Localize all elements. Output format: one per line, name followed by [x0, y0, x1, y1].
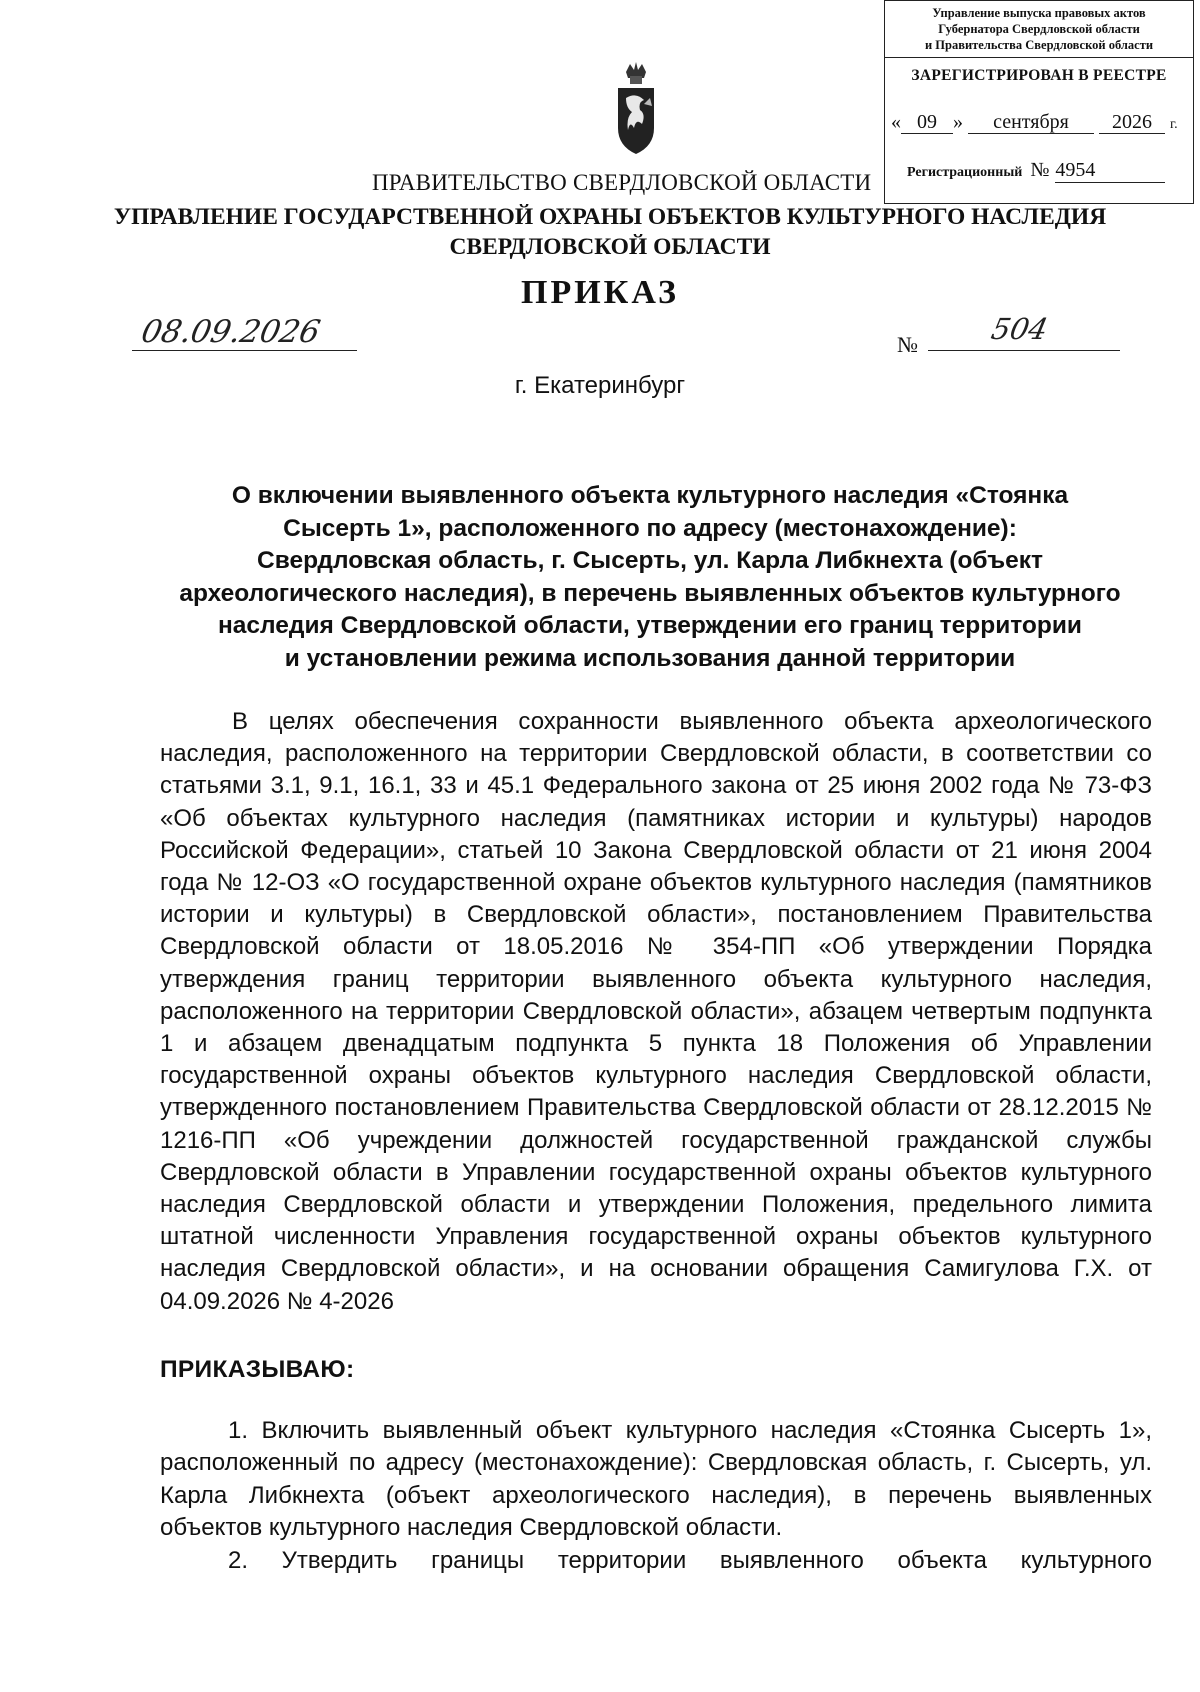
stamp-org-line: Губернатора Свердловской области [938, 22, 1140, 36]
stamp-organization [885, 1, 1193, 58]
order-item: 1. Включить выявленный объект культурного наследия «Стоянка Сысерть 1», расположенный по адресу (местонахождение): Свердловская область, г. Сысерть, ул. Карла Либкнехта (объект археологического наследия), в перечень выявленных объектов культурного наследия Свердловской области. [160, 1417, 1152, 1542]
stamp-year: 2026 [1099, 111, 1165, 134]
stamp-org-line: и Правительства Свердловской области [924, 38, 1154, 52]
order-items [160, 1415, 1152, 1577]
stamp-org-line: Управление выпуска правовых актов [932, 6, 1146, 20]
stamp-date-close: » [953, 111, 963, 133]
title-line: Сысерть 1», расположенного по адресу (местонахождение): [283, 514, 1017, 542]
title-line: археологического наследия), в перечень выявленных объектов культурного [179, 579, 1121, 607]
order-date-field [132, 314, 357, 351]
document-type: ПРИКАЗ [521, 274, 679, 311]
stamp-month: сентября [968, 111, 1094, 134]
title-line: О включении выявленного объекта культурного наследия «Стоянка [231, 482, 1069, 509]
stamp-date [891, 111, 1178, 134]
order-date-handwritten: 08.09.2026 [138, 314, 324, 350]
order-heading: ПРИКАЗЫВАЮ: [160, 1356, 355, 1383]
department-line: УПРАВЛЕНИЕ ГОСУДАРСТВЕННОЙ ОХРАНЫ ОБЪЕКТОВ КУЛЬТУРНОГО НАСЛЕДИЯ [113, 204, 1107, 230]
department-line: СВЕРДЛОВСКОЙ ОБЛАСТИ [449, 234, 771, 260]
government-name: ПРАВИТЕЛЬСТВО СВЕРДЛОВСКОЙ ОБЛАСТИ [372, 170, 872, 195]
registration-stamp [884, 0, 1194, 204]
document-title [150, 480, 1150, 675]
stamp-year-suffix: г. [1170, 117, 1178, 132]
order-number-field [928, 312, 1120, 351]
preamble-paragraph: В целях обеспечения сохранности выявленного объекта археологического наследия, расположенного на территории Свердловской области, в соответствии со статьями 3.1, 9.1, 16.1, 33 и 45.1 Федерального закона от 25 июня 2002 года № 73-ФЗ «Об объектах культурного наследия (памятниках истории и культуры) народов Российской Федерации», статьей 10 Закона Свердловской области от 21 июня 2004 года № 12-ОЗ «О государственной охране объектов культурного наследия (памятников истории и культуры) в Свердловской области», постановлением Правительства Свердловской области от 18.05.2016 № 354-ПП «Об утверждении Порядка утверждения границ территории выявленного объекта культурного наследия, расположенного на территории Свердловской области», абзацем четвертым подпункта 1 и абзацем двенадцатым подпункта 5 пункта 18 Положения об Управлении государственной охраны объектов культурного наследия Свердловской области, утвержденного постановлением Правительства Свердловской области от 28.12.2015 № 1216-ПП «Об учреждении должностей государственной гражданской службы Свердловской области в Управлении государственной охраны объектов культурного наследия Свердловской области и утверждении Положения, предельного лимита штатной численности Управления государственной охраны объектов культурного наследия Свердловской области», и на основании обращения Самигулова Г.Х. от 04.09.2026 № 4-2026 [160, 708, 1152, 1315]
order-item: 2. Утвердить границы территории выявленного объекта культурного [228, 1546, 1152, 1574]
city: г. Екатеринбург [514, 372, 686, 399]
title-line: и установлении режима использования данной территории [284, 644, 1016, 672]
stamp-reg-number [907, 159, 1165, 183]
title-line: наследия Свердловской области, утверждении его границ территории [218, 612, 1082, 639]
stamp-day: 09 [901, 111, 953, 134]
stamp-num-sign: № [1030, 159, 1050, 181]
order-number-label: № [897, 332, 918, 357]
stamp-reg-label: Регистрационный [907, 165, 1023, 180]
stamp-date-open: « [891, 111, 901, 133]
department-name [100, 202, 1120, 262]
coat-of-arms-icon [608, 58, 664, 156]
stamp-reg-value: 4954 [1055, 159, 1165, 183]
order-number-handwritten: 504 [988, 312, 1051, 346]
stamp-registered-title: ЗАРЕГИСТРИРОВАН В РЕЕСТРЕ [911, 67, 1167, 84]
title-line: Свердловская область, г. Сысерть, ул. Карла Либкнехта (объект [257, 547, 1043, 574]
document-body [160, 706, 1152, 1318]
